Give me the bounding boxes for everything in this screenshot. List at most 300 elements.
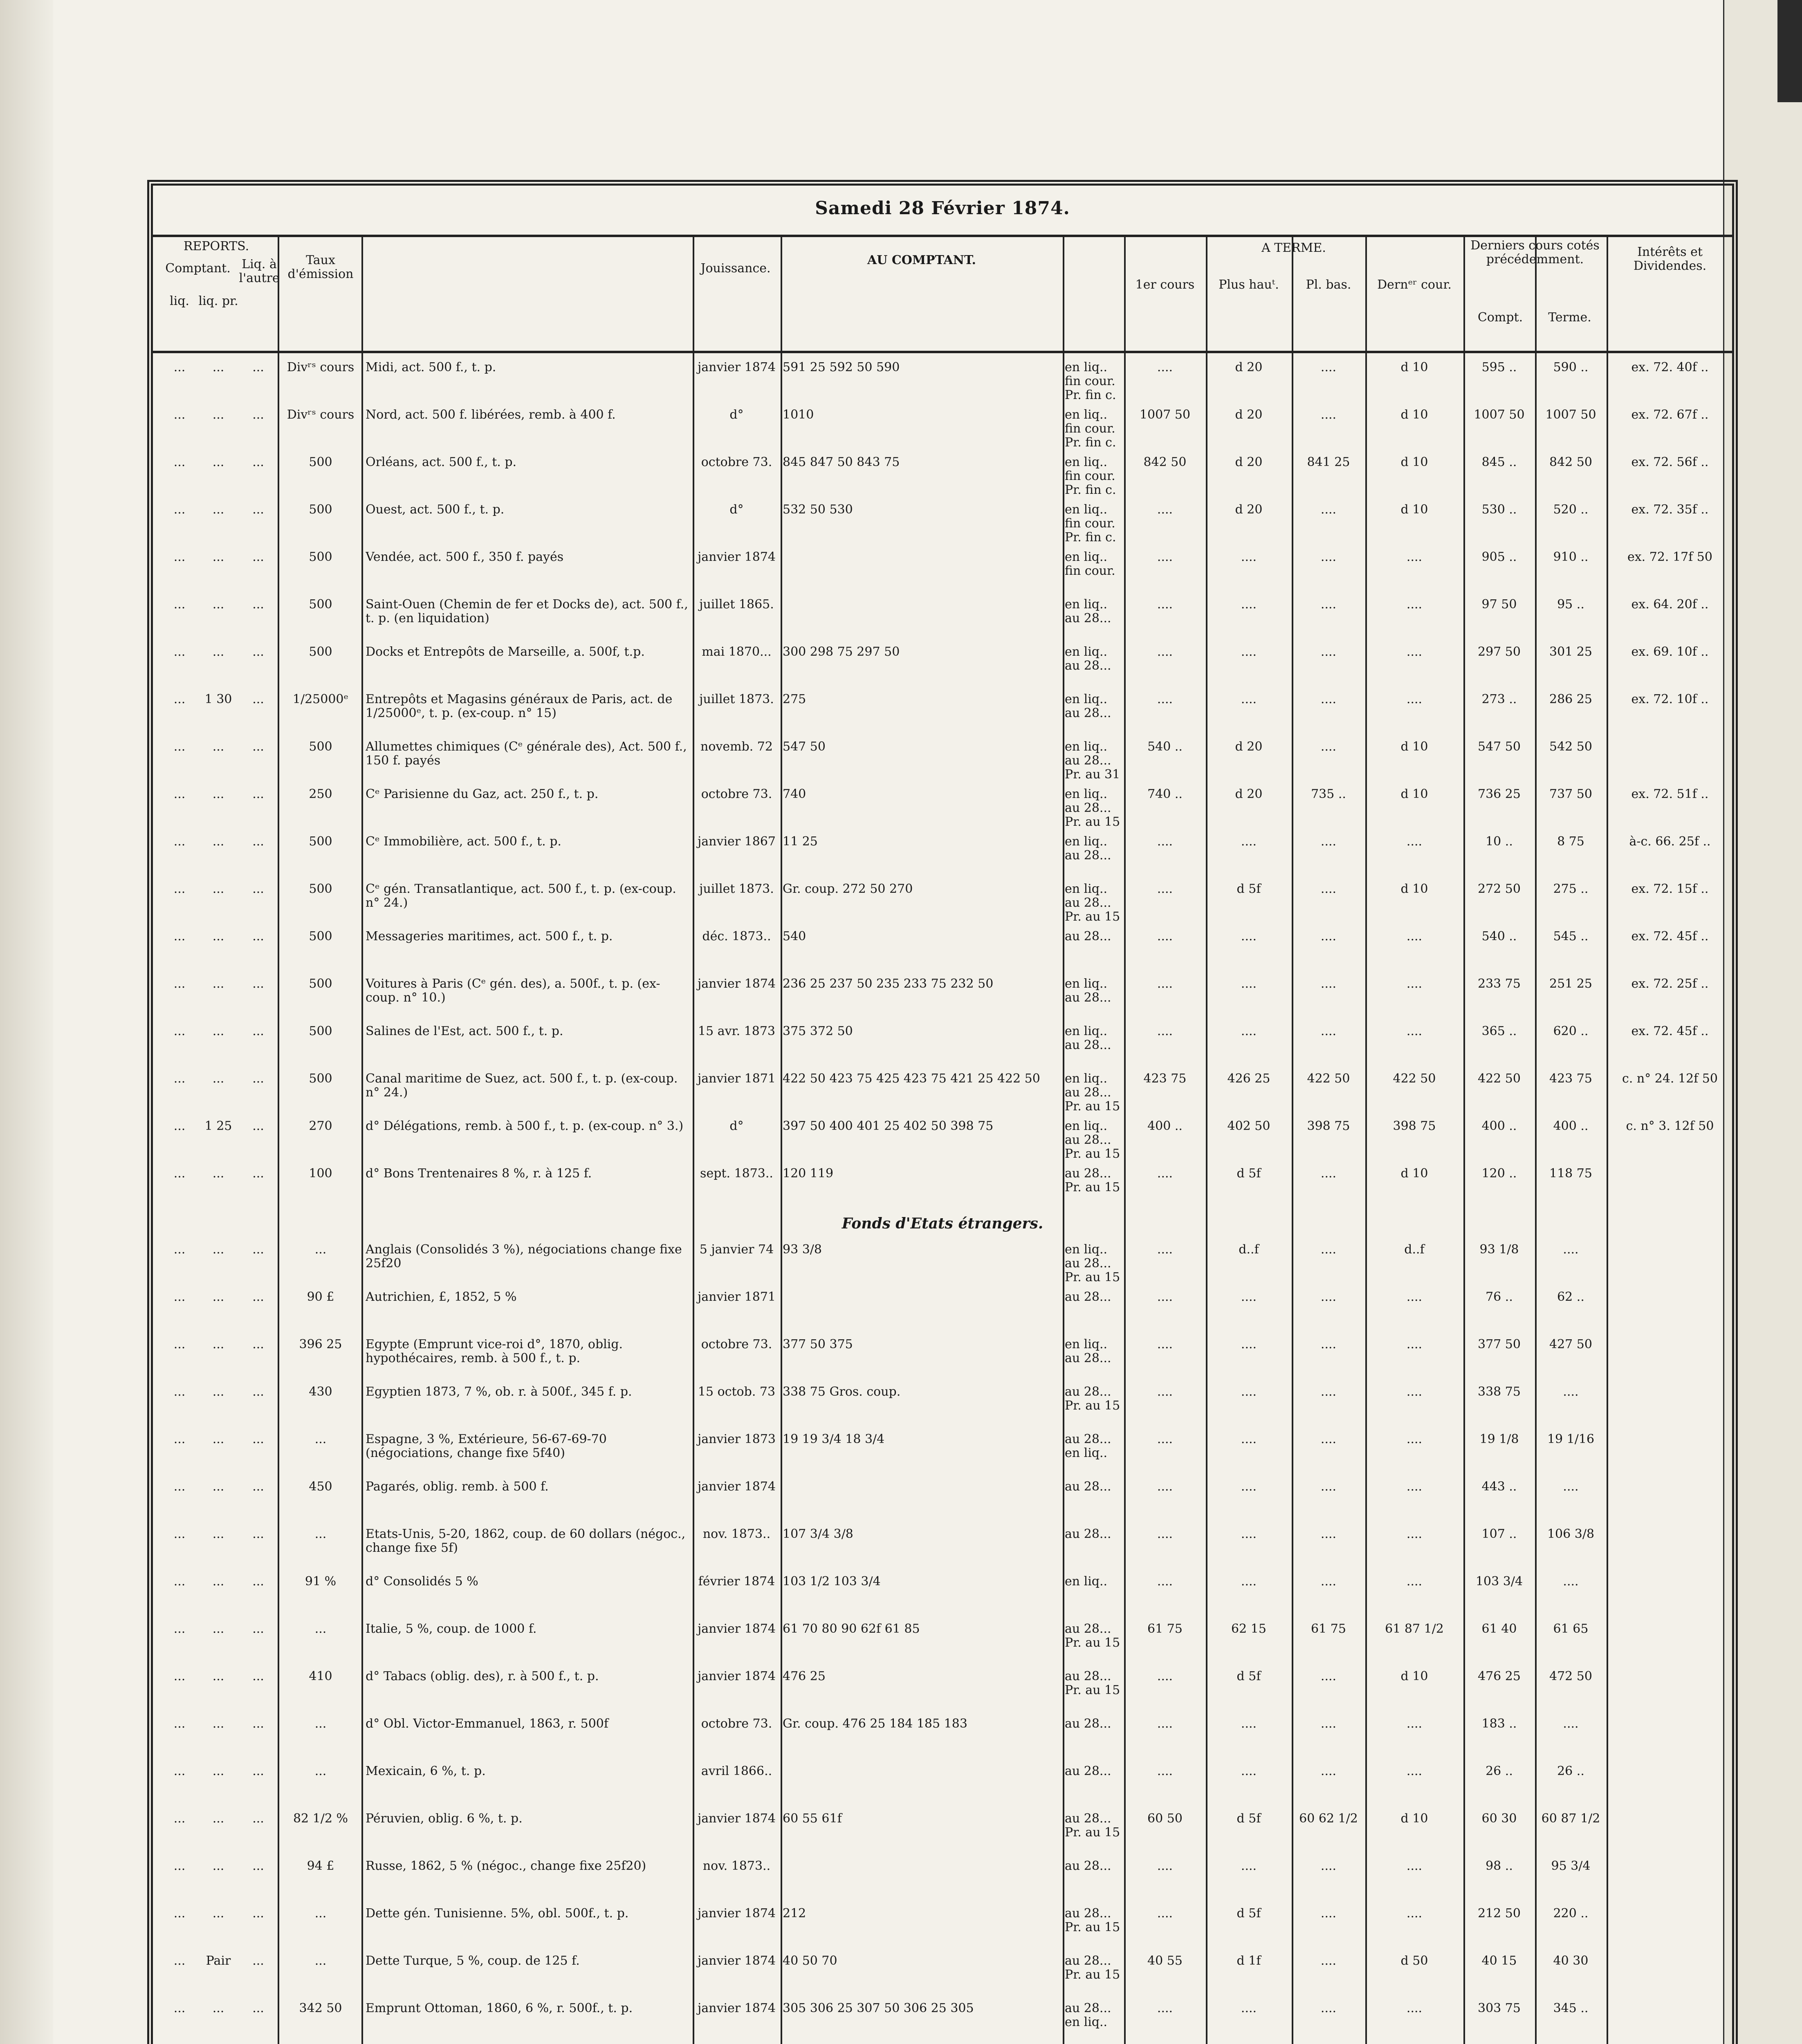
cell-name: Cᵉ Parisienne du Gaz, act. 250 f., t. p. xyxy=(366,787,599,801)
cell-dc: d 10 xyxy=(1400,361,1428,374)
section-heading-fonds-etrangers: Fonds d'Etats étrangers. xyxy=(842,1215,1043,1232)
cell-pb: 735 .. xyxy=(1311,787,1346,801)
cell-la: ... xyxy=(252,1670,264,1683)
cell-terme: 118 75 xyxy=(1549,1167,1592,1181)
cell-div: ex. 72. 15f .. xyxy=(1631,882,1709,896)
cell-comptant xyxy=(783,550,1061,591)
cell-dc: .... xyxy=(1406,977,1423,991)
cell-taux: 270 xyxy=(309,1119,332,1133)
table-row xyxy=(153,1856,1732,1903)
cell-div: ex. 64. 20f .. xyxy=(1631,598,1709,612)
cell-compt: 400 .. xyxy=(1481,1119,1517,1133)
header-liq: liq. xyxy=(170,294,189,308)
cell-ph: .... xyxy=(1241,1717,1257,1731)
cell-taux: ... xyxy=(314,1243,327,1257)
cell-jouis: janvier 1874 xyxy=(697,1907,776,1921)
cell-taux: 342 50 xyxy=(299,2001,342,2015)
cell-comptant: 93 3/8 xyxy=(783,1243,822,1257)
cell-name: d° Obl. Victor-Emmanuel, 1863, r. 500f xyxy=(366,1717,608,1731)
cell-terme: 40 30 xyxy=(1553,1954,1589,1968)
cell-ph: .... xyxy=(1241,1432,1257,1446)
cell-pb: 60 62 1/2 xyxy=(1299,1812,1358,1826)
cell-comptant xyxy=(783,598,1061,639)
cell-dc: .... xyxy=(1406,1575,1423,1589)
cell-pb: .... xyxy=(1320,645,1337,659)
cell-terme: 520 .. xyxy=(1553,503,1589,517)
cell-name: Dette Turque, 5 %, coup. de 125 f. xyxy=(366,1954,580,1968)
cell-compt: 120 .. xyxy=(1481,1167,1517,1181)
cell-compt: 26 .. xyxy=(1486,1764,1513,1778)
cell-liq: ... xyxy=(173,787,186,801)
cell-dc: .... xyxy=(1406,1859,1423,1873)
cell-lpr: ... xyxy=(212,645,224,659)
cell-term: au 28... Pr. au 15 xyxy=(1065,1954,1120,1982)
cell-compt: 365 .. xyxy=(1481,1024,1517,1038)
cell-jouis: 5 janvier 74 xyxy=(699,1243,774,1257)
header-terme: Terme. xyxy=(1548,310,1591,325)
cell-liq: ... xyxy=(173,1859,186,1873)
cell-lpr: ... xyxy=(212,455,224,469)
cell-name: Mexicain, 6 %, t. p. xyxy=(366,1764,486,1778)
cell-lpr: ... xyxy=(212,1907,224,1921)
cell-jouis: janvier 1874 xyxy=(697,1480,776,1494)
table-row xyxy=(153,405,1732,452)
cell-liq: ... xyxy=(173,1072,186,1086)
cell-jouis: janvier 1874 xyxy=(697,550,776,564)
cell-la: ... xyxy=(252,645,264,659)
cell-ph: .... xyxy=(1241,977,1257,991)
cell-name: Dette gén. Tunisienne. 5%, obl. 500f., t. p. xyxy=(366,1907,629,1921)
cell-taux: 430 xyxy=(309,1385,332,1399)
bulletin-page xyxy=(147,180,1738,2044)
cell-taux: 410 xyxy=(309,1670,332,1683)
cell-compt: 303 75 xyxy=(1478,2001,1521,2015)
cell-pc: .... xyxy=(1157,1432,1173,1446)
cell-terme: .... xyxy=(1563,1717,1579,1731)
cell-compt: 61 40 xyxy=(1481,1622,1517,1636)
cell-lpr: ... xyxy=(212,1480,224,1494)
table-row xyxy=(153,926,1732,974)
cell-compt: 40 15 xyxy=(1481,1954,1517,1968)
cell-pb: .... xyxy=(1320,1764,1337,1778)
cell-comptant: 212 xyxy=(783,1907,806,1921)
cell-jouis: janvier 1874 xyxy=(697,1622,776,1636)
cell-pc: 400 .. xyxy=(1147,1119,1183,1133)
cell-term: au 28... xyxy=(1065,1527,1111,1541)
cell-pc: .... xyxy=(1157,1480,1173,1494)
table-row xyxy=(153,1429,1732,1477)
cell-terme: .... xyxy=(1563,1385,1579,1399)
cell-term: en liq.. au 28... xyxy=(1065,1338,1111,1365)
cell-div: ex. 69. 10f .. xyxy=(1631,645,1709,659)
cell-ph: .... xyxy=(1241,645,1257,659)
table-row xyxy=(153,831,1732,879)
cell-name: Cᵉ gén. Transatlantique, act. 500 f., t. p. (ex-coup. n° 24.) xyxy=(366,882,676,910)
cell-lpr: ... xyxy=(212,1670,224,1683)
cell-jouis: d° xyxy=(729,1119,744,1133)
cell-comptant: 377 50 375 xyxy=(783,1338,853,1351)
cell-term: en liq.. au 28... Pr. au 15 xyxy=(1065,1119,1120,1160)
cell-pc: .... xyxy=(1157,1527,1173,1541)
cell-la: ... xyxy=(252,598,264,612)
cell-lpr: ... xyxy=(212,740,224,754)
cell-taux: 250 xyxy=(309,787,332,801)
cell-liq: ... xyxy=(173,930,186,944)
cell-name: Midi, act. 500 f., t. p. xyxy=(366,361,496,374)
cell-taux: ... xyxy=(314,1907,327,1921)
cell-name: Orléans, act. 500 f., t. p. xyxy=(366,455,517,469)
cell-pc: .... xyxy=(1157,1764,1173,1778)
cell-div: à-c. 66. 25f .. xyxy=(1629,835,1711,849)
cell-pc: .... xyxy=(1157,1859,1173,1873)
cell-term: au 28... xyxy=(1065,1859,1111,1873)
cell-la: ... xyxy=(252,740,264,754)
cell-lpr: ... xyxy=(212,977,224,991)
cell-term: en liq.. au 28... xyxy=(1065,1024,1111,1052)
cell-terme: 60 87 1/2 xyxy=(1541,1812,1600,1826)
cell-la: ... xyxy=(252,930,264,944)
cell-la: ... xyxy=(252,1432,264,1446)
cell-pb: .... xyxy=(1320,1954,1337,1968)
cell-dc: d..f xyxy=(1404,1243,1425,1257)
cell-liq: ... xyxy=(173,1670,186,1683)
cell-pb: .... xyxy=(1320,1290,1337,1304)
cell-liq: ... xyxy=(173,882,186,896)
cell-pc: .... xyxy=(1157,503,1173,517)
cell-term: au 28... en liq.. xyxy=(1065,2001,1111,2029)
table-row xyxy=(153,500,1732,547)
cell-terme: 427 50 xyxy=(1549,1338,1592,1351)
cell-pb: .... xyxy=(1320,550,1337,564)
header-au-comptant: AU COMPTANT. xyxy=(867,253,976,267)
cell-la: ... xyxy=(252,693,264,706)
cell-terme: 590 .. xyxy=(1553,361,1589,374)
cell-term: en liq.. fin cour. Pr. fin c. xyxy=(1065,408,1116,449)
cell-liq: ... xyxy=(173,1290,186,1304)
cell-div: ex. 72. 17f 50 xyxy=(1627,550,1712,564)
cell-la: ... xyxy=(252,1024,264,1038)
cell-dc: d 10 xyxy=(1400,503,1428,517)
cell-term: au 28... Pr. au 15 xyxy=(1065,1907,1120,1934)
cell-compt: 338 75 xyxy=(1478,1385,1521,1399)
cell-term: en liq.. xyxy=(1065,1575,1108,1589)
cell-la: ... xyxy=(252,2001,264,2015)
cell-name: Vendée, act. 500 f., 350 f. payés xyxy=(366,550,564,564)
cell-ph: d..f xyxy=(1239,1243,1259,1257)
cell-pb: .... xyxy=(1320,1575,1337,1589)
cell-pb: .... xyxy=(1320,1167,1337,1181)
cell-pb: .... xyxy=(1320,835,1337,849)
cell-jouis: octobre 73. xyxy=(701,1717,772,1731)
cell-lpr: ... xyxy=(212,1024,224,1038)
cell-lpr: ... xyxy=(212,1385,224,1399)
cell-term: en liq.. au 28... xyxy=(1065,645,1111,673)
cell-jouis: nov. 1873.. xyxy=(702,1527,771,1541)
cell-compt: 297 50 xyxy=(1478,645,1521,659)
cell-name: Russe, 1862, 5 % (négoc., change fixe 25f20) xyxy=(366,1859,646,1873)
cell-pc: 423 75 xyxy=(1143,1072,1187,1086)
cell-name: Ouest, act. 500 f., t. p. xyxy=(366,503,505,517)
table-row xyxy=(153,1666,1732,1714)
cell-taux: 500 xyxy=(309,1072,332,1086)
cell-ph: .... xyxy=(1241,1480,1257,1494)
cell-term: au 28... xyxy=(1065,1480,1111,1494)
cell-pc: 842 50 xyxy=(1143,455,1187,469)
cell-jouis: d° xyxy=(729,503,744,517)
cell-lpr: ... xyxy=(212,1167,224,1181)
cell-pc: .... xyxy=(1157,1290,1173,1304)
cell-pc: .... xyxy=(1157,1717,1173,1731)
table-row xyxy=(153,1069,1732,1116)
cell-jouis: janvier 1867 xyxy=(697,835,776,849)
cell-jouis: avril 1866.. xyxy=(701,1764,772,1778)
cell-taux: 396 25 xyxy=(299,1338,342,1351)
cell-pc: .... xyxy=(1157,693,1173,706)
cell-comptant xyxy=(783,1480,1061,1521)
cell-lpr: ... xyxy=(212,361,224,374)
table-row xyxy=(153,974,1732,1021)
table-row xyxy=(153,1334,1732,1382)
cell-ph: d 20 xyxy=(1235,408,1263,422)
cell-dc: .... xyxy=(1406,1338,1423,1351)
cell-dc: 61 87 1/2 xyxy=(1385,1622,1444,1636)
cell-jouis: nov. 1873.. xyxy=(702,1859,771,1873)
cell-dc: .... xyxy=(1406,930,1423,944)
cell-taux: 500 xyxy=(309,550,332,564)
table-row xyxy=(153,689,1732,737)
cell-liq: ... xyxy=(173,598,186,612)
cell-dc: .... xyxy=(1406,550,1423,564)
cell-lpr: ... xyxy=(212,1338,224,1351)
table-row xyxy=(153,1477,1732,1524)
cell-name: d° Consolidés 5 % xyxy=(366,1575,478,1589)
table-row xyxy=(153,1998,1732,2044)
cell-pb: .... xyxy=(1320,503,1337,517)
cell-compt: 377 50 xyxy=(1478,1338,1521,1351)
cell-term: en liq.. au 28... Pr. au 15 xyxy=(1065,882,1120,923)
cell-taux: 500 xyxy=(309,503,332,517)
cell-taux: 500 xyxy=(309,598,332,612)
table-row xyxy=(153,642,1732,689)
cell-term: en liq.. fin cour. Pr. fin c. xyxy=(1065,361,1116,401)
cell-comptant: 107 3/4 3/8 xyxy=(783,1527,853,1541)
table-row xyxy=(153,1116,1732,1163)
cell-name: Salines de l'Est, act. 500 f., t. p. xyxy=(366,1024,563,1038)
cell-liq: ... xyxy=(173,693,186,706)
cell-lpr: ... xyxy=(212,550,224,564)
cell-ph: .... xyxy=(1241,550,1257,564)
cell-ph: .... xyxy=(1241,835,1257,849)
cell-compt: 93 1/8 xyxy=(1479,1243,1519,1257)
cell-pb: .... xyxy=(1320,1670,1337,1683)
table-row xyxy=(153,1163,1732,1211)
cell-compt: 736 25 xyxy=(1478,787,1521,801)
table-row xyxy=(153,357,1732,405)
cell-div: ex. 72. 67f .. xyxy=(1631,408,1709,422)
table-row xyxy=(153,1287,1732,1334)
cell-div: c. n° 3. 12f 50 xyxy=(1626,1119,1714,1133)
table-row xyxy=(153,1714,1732,1761)
cell-comptant xyxy=(783,1764,1061,1805)
cell-dc: d 10 xyxy=(1400,408,1428,422)
cell-la: ... xyxy=(252,550,264,564)
cell-jouis: février 1874 xyxy=(698,1575,775,1589)
table-row xyxy=(153,1951,1732,1998)
cell-term: en liq.. au 28... xyxy=(1065,598,1111,625)
cell-name: Allumettes chimiques (Cᵉ générale des), Act. 500 f., 150 f. payés xyxy=(366,740,687,768)
cell-la: ... xyxy=(252,1243,264,1257)
table-row xyxy=(153,1809,1732,1856)
cell-name: Autrichien, £, 1852, 5 % xyxy=(366,1290,517,1304)
cell-name: Docks et Entrepôts de Marseille, a. 500f, t.p. xyxy=(366,645,645,659)
cell-compt: 476 25 xyxy=(1478,1670,1521,1683)
cell-term: en liq.. au 28... Pr. au 15 xyxy=(1065,1072,1120,1113)
header-derniers-cours: Derniers cours cotés précédemment. xyxy=(1470,238,1600,267)
cell-terme: 400 .. xyxy=(1553,1119,1589,1133)
cell-dc: 422 50 xyxy=(1393,1072,1436,1086)
cell-liq: ... xyxy=(173,361,186,374)
table-row xyxy=(153,1382,1732,1429)
cell-dc: d 10 xyxy=(1400,740,1428,754)
cell-pb: .... xyxy=(1320,1527,1337,1541)
cell-terme: 26 .. xyxy=(1557,1764,1584,1778)
cell-name: Messageries maritimes, act. 500 f., t. p. xyxy=(366,930,613,944)
cell-lpr: ... xyxy=(212,1243,224,1257)
cell-liq: ... xyxy=(173,977,186,991)
cell-comptant: 236 25 237 50 235 233 75 232 50 xyxy=(783,977,994,991)
cell-terme: 62 .. xyxy=(1557,1290,1584,1304)
cell-name: d° Tabacs (oblig. des), r. à 500 f., t. p. xyxy=(366,1670,599,1683)
cell-dc: d 10 xyxy=(1400,1670,1428,1683)
cell-terme: 423 75 xyxy=(1549,1072,1592,1086)
cell-pb: 841 25 xyxy=(1307,455,1350,469)
cell-taux: ... xyxy=(314,1717,327,1731)
table-row xyxy=(153,784,1732,831)
cell-pc: 740 .. xyxy=(1147,787,1183,801)
table-row xyxy=(153,1524,1732,1571)
cell-jouis: déc. 1873.. xyxy=(702,930,771,944)
cell-ph: 62 15 xyxy=(1231,1622,1266,1636)
cell-dc: 398 75 xyxy=(1393,1119,1436,1133)
cell-la: ... xyxy=(252,1119,264,1133)
cell-taux: Divʳˢ cours xyxy=(287,361,355,374)
table-row xyxy=(153,1903,1732,1951)
cell-la: ... xyxy=(252,787,264,801)
cell-dc: .... xyxy=(1406,1290,1423,1304)
cell-term: au 28... en liq.. xyxy=(1065,1432,1111,1460)
cell-name: Egypte (Emprunt vice-roi d°, 1870, oblig. hypothécaires, remb. à 500 f., t. p. xyxy=(366,1338,623,1365)
cell-compt: 272 50 xyxy=(1478,882,1521,896)
cell-compt: 595 .. xyxy=(1481,361,1517,374)
cell-term: au 28... xyxy=(1065,1717,1111,1731)
cell-liq: ... xyxy=(173,1812,186,1826)
cell-name: Egyptien 1873, 7 %, ob. r. à 500f., 345 f. p. xyxy=(366,1385,632,1399)
cell-dc: .... xyxy=(1406,1764,1423,1778)
cell-dc: .... xyxy=(1406,1024,1423,1038)
cell-la: ... xyxy=(252,1764,264,1778)
cell-compt: 98 .. xyxy=(1486,1859,1513,1873)
cell-pc: .... xyxy=(1157,1670,1173,1683)
cell-lpr: ... xyxy=(212,408,224,422)
cell-terme: 345 .. xyxy=(1553,2001,1589,2015)
cell-liq: ... xyxy=(173,835,186,849)
cell-pc: .... xyxy=(1157,598,1173,612)
cell-liq: ... xyxy=(173,503,186,517)
cell-dc: .... xyxy=(1406,835,1423,849)
cell-liq: ... xyxy=(173,1907,186,1921)
cell-ph: .... xyxy=(1241,598,1257,612)
cell-dc: d 50 xyxy=(1400,1954,1428,1968)
cell-ph: 402 50 xyxy=(1227,1119,1270,1133)
cell-compt: 845 .. xyxy=(1481,455,1517,469)
cell-pc: 1007 50 xyxy=(1139,408,1191,422)
cell-comptant: 11 25 xyxy=(783,835,818,849)
cell-pc: .... xyxy=(1157,1907,1173,1921)
cell-name: Espagne, 3 %, Extérieure, 56-67-69-70 (négociations, change fixe 5f40) xyxy=(366,1432,607,1460)
cell-lpr: ... xyxy=(212,835,224,849)
cell-term: au 28... Pr. au 15 xyxy=(1065,1622,1120,1650)
table-row xyxy=(153,1021,1732,1069)
cell-compt: 905 .. xyxy=(1481,550,1517,564)
cell-terme: 251 25 xyxy=(1549,977,1592,991)
header-jouissance: Jouissance. xyxy=(700,261,771,276)
cell-comptant: 338 75 Gros. coup. xyxy=(783,1385,901,1399)
cell-la: ... xyxy=(252,1954,264,1968)
cell-terme: 275 .. xyxy=(1553,882,1589,896)
cell-ph: d 5f xyxy=(1236,1812,1261,1826)
cell-term: en liq.. au 28... Pr. au 31 xyxy=(1065,740,1120,781)
cell-comptant: 300 298 75 297 50 xyxy=(783,645,900,659)
cell-terme: 61 65 xyxy=(1553,1622,1589,1636)
cell-liq: ... xyxy=(173,1167,186,1181)
cell-name: Péruvien, oblig. 6 %, t. p. xyxy=(366,1812,523,1826)
cell-term: au 28... Pr. au 15 xyxy=(1065,1385,1120,1413)
cell-ph: .... xyxy=(1241,1859,1257,1873)
cell-la: ... xyxy=(252,1717,264,1731)
cell-name: Saint-Ouen (Chemin de fer et Docks de), act. 500 f., t. p. (en liquidation) xyxy=(366,598,688,625)
cell-div: ex. 72. 10f .. xyxy=(1631,693,1709,706)
cell-jouis: mai 1870... xyxy=(702,645,772,659)
cell-dc: d 10 xyxy=(1400,1812,1428,1826)
cell-pb: .... xyxy=(1320,1338,1337,1351)
cell-name: d° Bons Trentenaires 8 %, r. à 125 f. xyxy=(366,1167,592,1181)
cell-dc: .... xyxy=(1406,1385,1423,1399)
cell-liq: ... xyxy=(173,1024,186,1038)
cell-pc: .... xyxy=(1157,1385,1173,1399)
cell-jouis: juillet 1873. xyxy=(699,693,774,706)
cell-jouis: janvier 1874 xyxy=(697,361,776,374)
cell-terme: 910 .. xyxy=(1553,550,1589,564)
cell-terme: 95 3/4 xyxy=(1551,1859,1591,1873)
cell-comptant: Gr. coup. 272 50 270 xyxy=(783,882,913,896)
cell-div: ex. 72. 56f .. xyxy=(1631,455,1709,469)
cell-liq: ... xyxy=(173,408,186,422)
cell-taux: ... xyxy=(314,1764,327,1778)
cell-lpr: ... xyxy=(212,930,224,944)
cell-terme: 545 .. xyxy=(1553,930,1589,944)
cell-term: en liq.. fin cour. xyxy=(1065,550,1115,578)
cell-la: ... xyxy=(252,1622,264,1636)
cell-pc: .... xyxy=(1157,977,1173,991)
cell-term: en liq.. fin cour. Pr. fin c. xyxy=(1065,503,1116,544)
cell-dc: .... xyxy=(1406,1907,1423,1921)
cell-pb: .... xyxy=(1320,1859,1337,1873)
cell-ph: d 20 xyxy=(1235,503,1263,517)
cell-la: ... xyxy=(252,408,264,422)
binding-spine xyxy=(0,0,53,2044)
cell-liq: ... xyxy=(173,1385,186,1399)
cell-la: ... xyxy=(252,503,264,517)
